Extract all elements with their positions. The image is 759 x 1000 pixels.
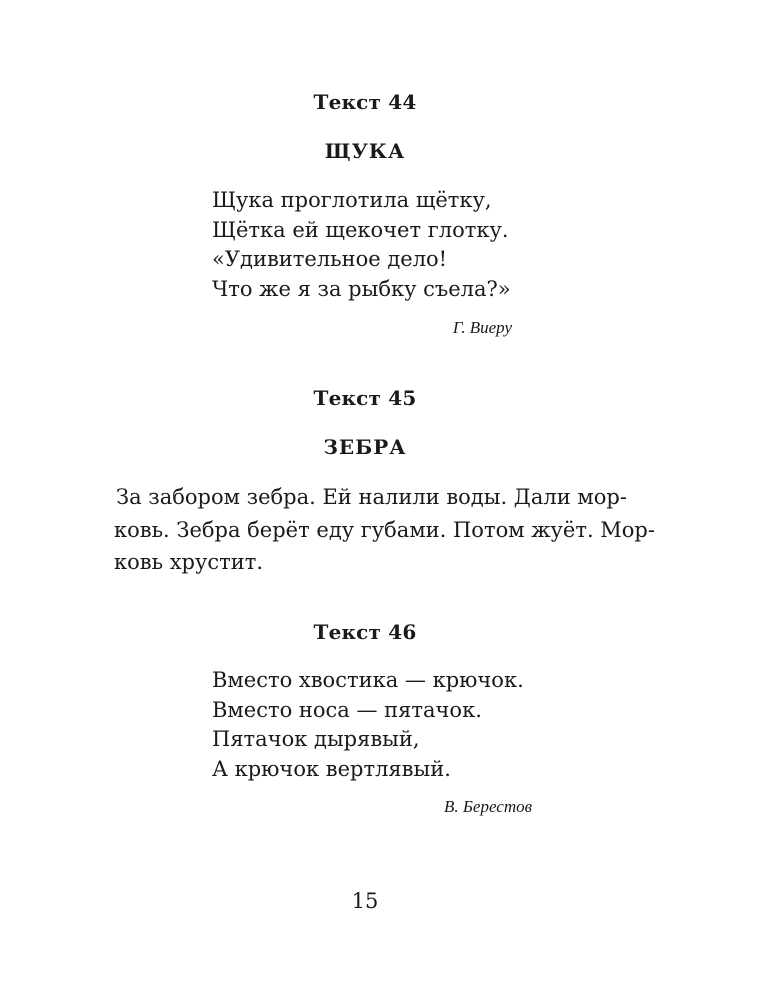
poem-line: Щука проглотила щётку, bbox=[212, 188, 492, 212]
poem-line: Пятачок дырявый, bbox=[212, 727, 420, 751]
paragraph-line: ковь. Зебра берёт еду губами. Потом жуёт. Мор- bbox=[114, 517, 655, 542]
text-45-paragraph bbox=[114, 481, 655, 579]
poem-line: Щётка ей щекочет глотку. bbox=[212, 217, 509, 242]
text-44-title: ЩУКА bbox=[324, 139, 406, 163]
poem-line: Что же я за рыбку съела?» bbox=[212, 276, 511, 301]
poem-line: Вместо хвостика — крючок. bbox=[212, 668, 524, 692]
text-46-poem bbox=[212, 666, 524, 784]
poem-line: Вместо носа — пятачок. bbox=[212, 697, 482, 722]
poem-line: «Удивительное дело! bbox=[212, 247, 448, 271]
paragraph-line: За забором зебра. Ей налили воды. Дали мор- bbox=[116, 485, 627, 509]
text-46-author: В. Берестов bbox=[444, 797, 532, 816]
page-number: 15 bbox=[351, 889, 379, 913]
text-46-heading: Текст 46 bbox=[313, 620, 417, 644]
text-44-author: Г. Виеру bbox=[452, 318, 512, 337]
poem-line: А крючок вертлявый. bbox=[212, 756, 451, 781]
paragraph-line: ковь хрустит. bbox=[114, 550, 264, 574]
text-45-title: ЗЕБРА bbox=[323, 435, 407, 459]
text-44-heading: Текст 44 bbox=[313, 90, 417, 114]
text-45-heading: Текст 45 bbox=[313, 386, 417, 410]
text-44-poem bbox=[212, 186, 511, 304]
